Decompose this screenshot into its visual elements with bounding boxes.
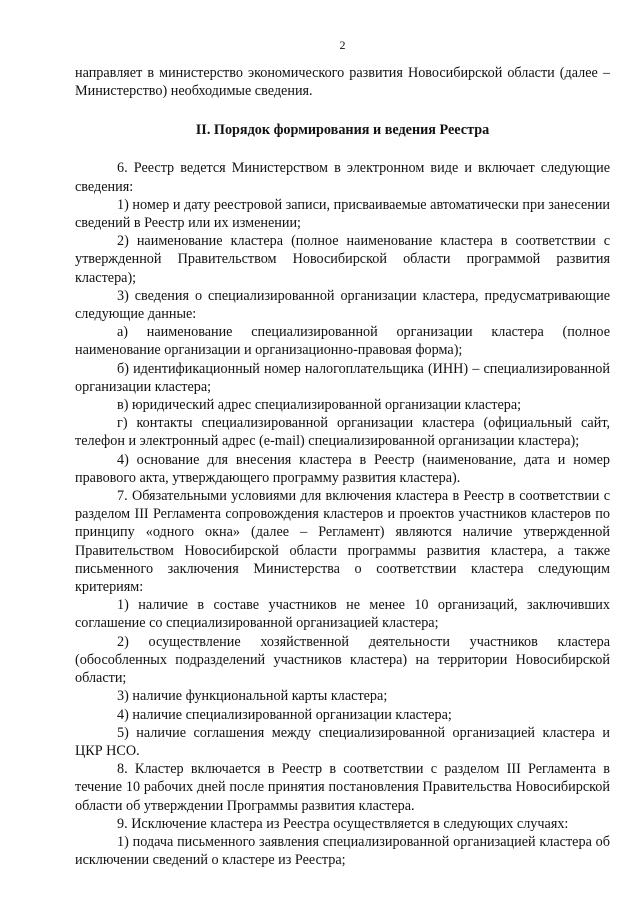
intro-paragraph: направляет в министерство экономического развития Новосибирской области (далее – Министерство) необходимые сведения.: [75, 65, 610, 100]
paragraph: 3) наличие функциональной карты кластера;: [117, 688, 388, 705]
paragraph: 1) наличие в составе участников не менее 10 организаций, заключивших соглашение со специализированной организацией кластера;: [75, 597, 610, 632]
paragraph: 5) наличие соглашения между специализированной организацией кластера и ЦКР НСО.: [75, 724, 610, 759]
document-body: [75, 64, 610, 869]
paragraph: а) наименование специализированной организации кластера (полное наименование организации и организационно-правовая форма);: [75, 324, 610, 359]
paragraph: б) идентификационный номер налогоплательщика (ИНН) – специализированной организации кластера;: [75, 360, 610, 395]
paragraph: 3) сведения о специализированной организации кластера, предусматривающие следующие данные:: [75, 287, 610, 323]
paragraph: 9. Исключение кластера из Реестра осуществляется в следующих случаях:: [117, 815, 569, 832]
paragraph: 4) наличие специализированной организации кластера;: [117, 706, 452, 723]
paragraph: в) юридический адрес специализированной организации кластера;: [117, 397, 522, 414]
paragraph: 2) осуществление хозяйственной деятельности участников кластера (обособленных подразделений участников кластера) на территории Новосибирской области;: [75, 633, 610, 687]
section-heading: II. Порядок формирования и ведения Реестра: [195, 122, 490, 139]
page-number: 2: [339, 38, 346, 52]
paragraph: 1) подача письменного заявления специализированной организацией кластера об исключении сведений о кластере из Реестра;: [75, 833, 610, 869]
paragraph: 6. Реестр ведется Министерством в электронном виде и включает следующие сведения:: [75, 160, 610, 195]
paragraph: 2) наименование кластера (полное наименование кластера в соответствии с утвержденной Правительством Новосибирской области программой развития кластера);: [75, 233, 610, 286]
paragraph: 7. Обязательными условиями для включения кластера в Реестр в соответствии с разделом III Регламента сопровождения кластеров и проектов участников кластеров по принципу «одного окна» (далее – Регламент) являются наличие утвержденной Правительством Новосибирской области программы развития кластера, а также письменного заключения Министерства о соответствии кластера следующим критериям:: [75, 488, 610, 596]
paragraph: г) контакты специализированной организации кластера (официальный сайт, телефон и электронный адрес (e-mail) специализированной организации кластера);: [75, 415, 610, 450]
paragraph: 4) основание для внесения кластера в Реестр (наименование, дата и номер правового акта, утверждающего программу развития кластера).: [75, 451, 610, 486]
paragraph: 1) номер и дату реестровой записи, присваиваемые автоматически при занесении сведений в Реестр или их изменении;: [75, 196, 610, 232]
paragraph: 8. Кластер включается в Реестр в соответствии с разделом III Регламента в течение 10 рабочих дней после принятия постановления Правительства Новосибирской области об утверждении Программы развития кластера.: [75, 761, 610, 814]
